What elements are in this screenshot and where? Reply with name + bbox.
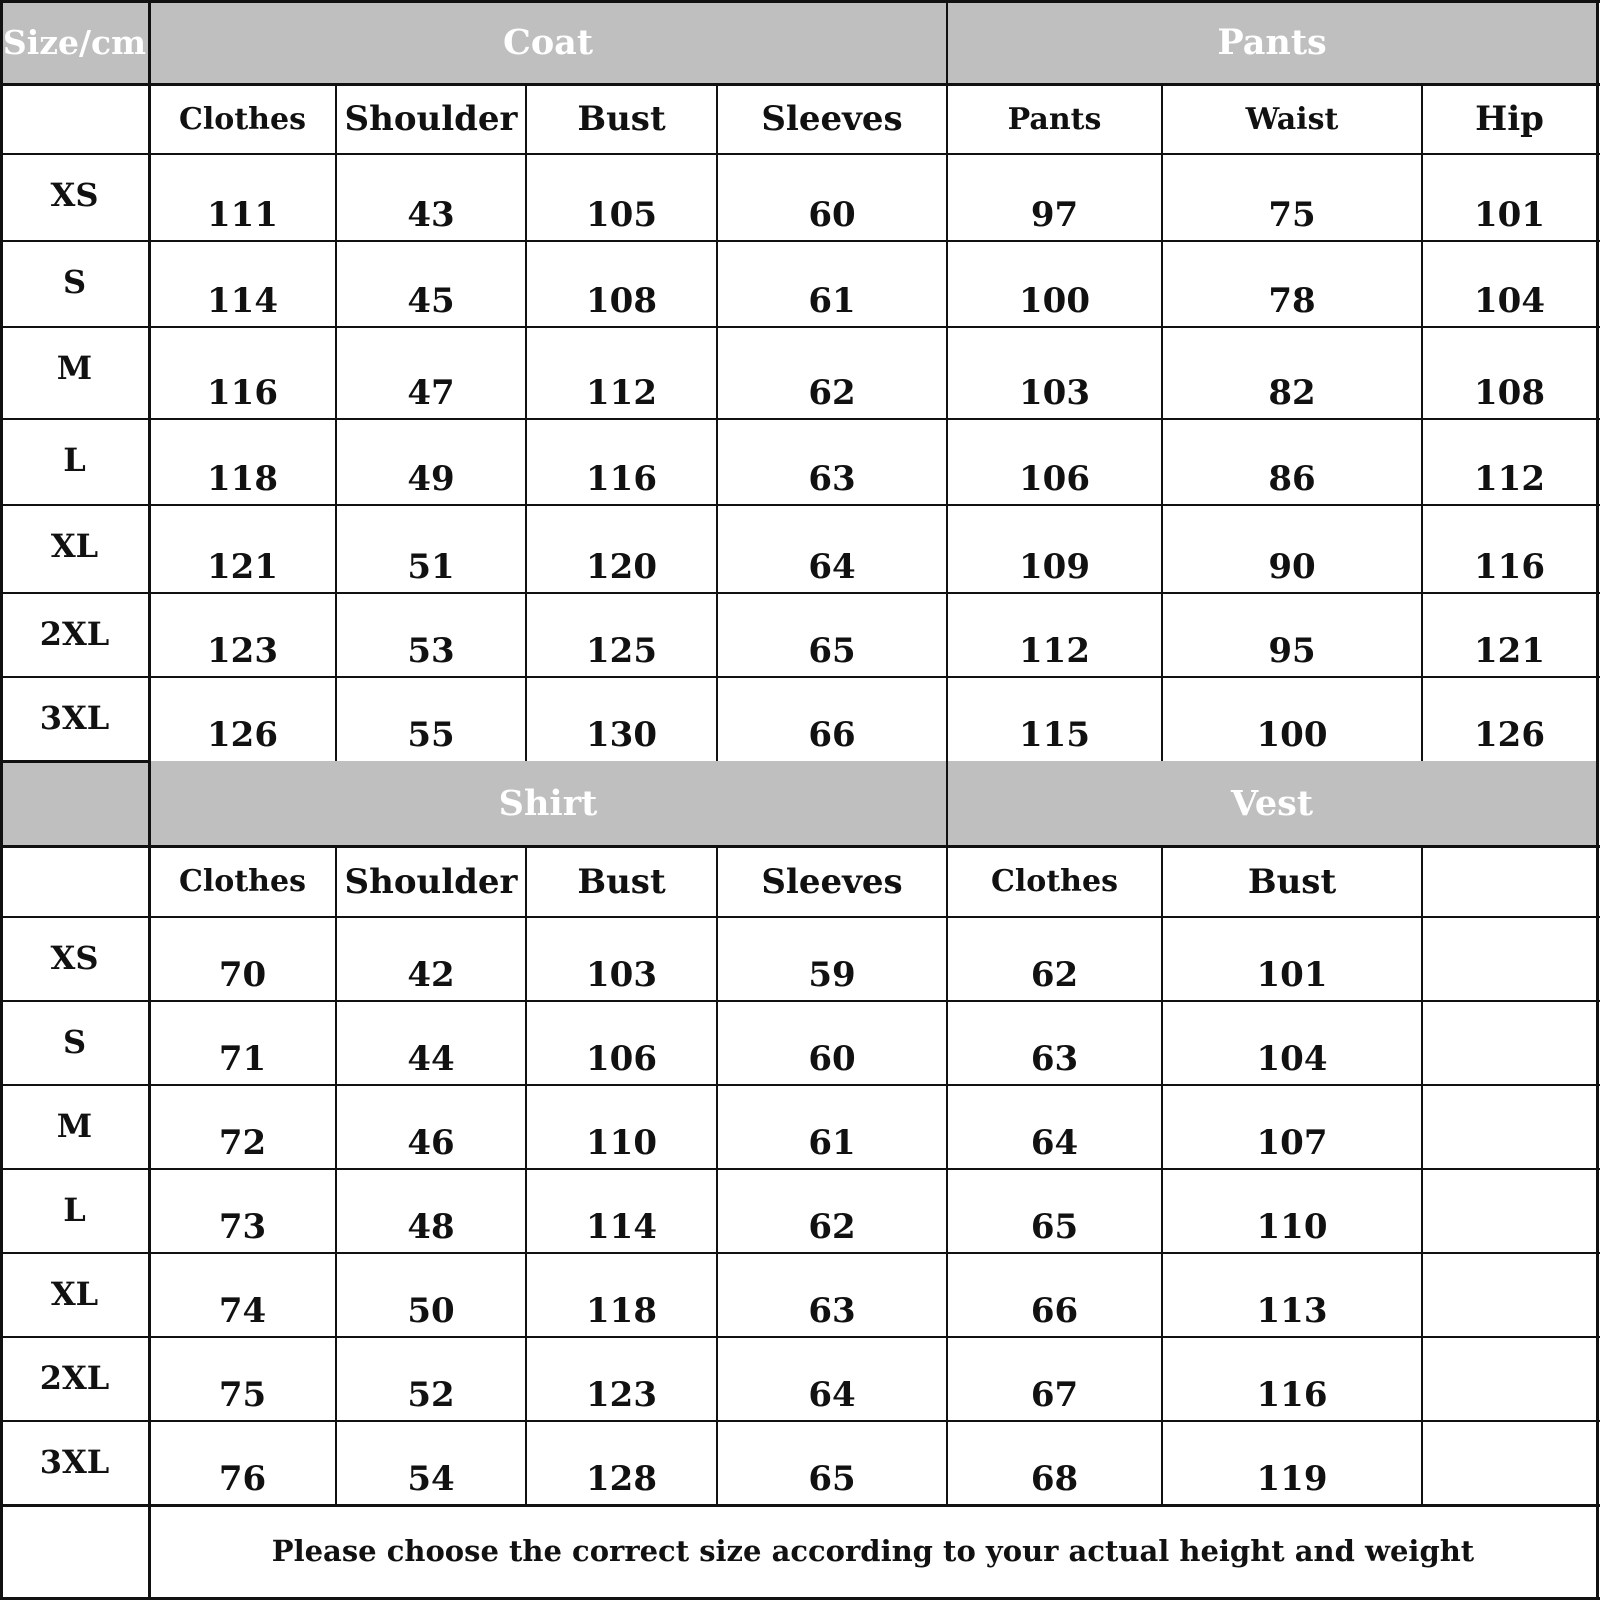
measurement-cell (1422, 917, 1597, 1001)
column-header: Hip (1475, 99, 1544, 139)
measurement-cell: 65 (1030, 1207, 1079, 1247)
size-label: M (56, 349, 93, 387)
measurement-cell: 106 (586, 1039, 657, 1079)
measurement-cell: 46 (407, 1123, 455, 1163)
column-header: Pants (1007, 101, 1102, 137)
measurement-cell: 118 (586, 1291, 657, 1331)
measurement-cell (1422, 1001, 1597, 1085)
size-label: L (63, 441, 86, 479)
measurement-cell: 71 (218, 1039, 267, 1079)
group-header: Pants (947, 0, 1597, 84)
grid-line-horizontal (0, 1504, 1600, 1507)
measurement-cell: 63 (1030, 1039, 1079, 1079)
measurement-cell: 61 (808, 281, 856, 321)
measurement-cell: 114 (586, 1207, 657, 1247)
grid-line-horizontal (0, 0, 1600, 3)
grid-line-horizontal (0, 326, 1600, 328)
measurement-cell: 62 (1030, 955, 1079, 995)
measurement-cell (1422, 1085, 1597, 1169)
grid-line-vertical (525, 846, 527, 1505)
measurement-cell: 60 (808, 195, 856, 235)
measurement-cell: 112 (1474, 459, 1545, 499)
grid-line-vertical (1421, 846, 1423, 1505)
measurement-cell: 73 (218, 1207, 267, 1247)
grid-line-horizontal (0, 504, 1600, 506)
size-label: XL (50, 1275, 99, 1313)
measurement-cell: 101 (1256, 955, 1328, 995)
column-header: Bust (577, 861, 666, 902)
measurement-cell: 47 (407, 373, 455, 413)
size-label: XL (50, 527, 99, 565)
grid-line-horizontal (0, 153, 1600, 155)
measurement-cell: 116 (1256, 1375, 1328, 1415)
measurement-cell: 128 (586, 1459, 657, 1499)
measurement-cell: 113 (1256, 1291, 1328, 1331)
column-header: Shoulder (344, 99, 518, 139)
grid-line-vertical (525, 84, 527, 761)
measurement-cell: 123 (207, 631, 278, 671)
grid-line-horizontal (0, 83, 1600, 86)
measurement-cell: 105 (586, 195, 657, 235)
measurement-cell: 54 (407, 1459, 455, 1499)
measurement-cell: 115 (1019, 715, 1090, 755)
measurement-cell (1422, 1253, 1597, 1337)
measurement-cell: 42 (407, 955, 455, 995)
grid-line-horizontal (0, 592, 1600, 594)
measurement-cell: 76 (218, 1459, 267, 1499)
measurement-cell: 118 (207, 459, 278, 499)
measurement-cell: 52 (407, 1375, 455, 1415)
column-header: Waist (1245, 101, 1339, 137)
measurement-cell: 116 (586, 459, 657, 499)
grid-line-horizontal (0, 1420, 1600, 1422)
measurement-cell: 64 (808, 1375, 856, 1415)
measurement-cell: 82 (1268, 373, 1316, 413)
measurement-cell: 68 (1030, 1459, 1079, 1499)
measurement-cell: 95 (1268, 631, 1316, 671)
measurement-cell (1422, 1421, 1597, 1505)
column-header: Shoulder (344, 861, 518, 902)
grid-line-horizontal (0, 418, 1600, 420)
grid-line-vertical (716, 846, 718, 1505)
grid-line-vertical (148, 0, 151, 761)
grid-line-vertical (335, 84, 337, 761)
corner-cell (0, 761, 149, 846)
group-header: Shirt (149, 761, 947, 846)
size-label: 2XL (39, 615, 110, 653)
measurement-cell: 67 (1030, 1375, 1079, 1415)
measurement-cell: 86 (1268, 459, 1316, 499)
measurement-cell: 48 (407, 1207, 455, 1247)
grid-line-horizontal (0, 1000, 1600, 1002)
measurement-cell: 53 (407, 631, 455, 671)
grid-line-horizontal (0, 676, 1600, 678)
measurement-cell: 110 (586, 1123, 657, 1163)
grid-line-horizontal (0, 1336, 1600, 1338)
size-label: 3XL (39, 1443, 110, 1481)
measurement-cell: 62 (808, 1207, 856, 1247)
size-label: XS (50, 939, 99, 977)
measurement-cell: 110 (1256, 1207, 1328, 1247)
measurement-cell: 108 (1474, 373, 1545, 413)
measurement-cell: 61 (808, 1123, 856, 1163)
column-header: Sleeves (761, 861, 903, 902)
measurement-cell: 125 (586, 631, 657, 671)
measurement-cell: 123 (586, 1375, 657, 1415)
size-label: 2XL (39, 1359, 110, 1397)
grid-line-vertical (335, 846, 337, 1505)
corner-label: Size/cm (0, 0, 149, 84)
measurement-cell: 109 (1019, 547, 1090, 587)
measurement-cell: 66 (1030, 1291, 1079, 1331)
measurement-cell: 55 (407, 715, 455, 755)
group-header: Vest (947, 761, 1597, 846)
grid-line-vertical (1161, 846, 1163, 1505)
grid-line-horizontal (0, 1168, 1600, 1170)
measurement-cell: 72 (218, 1123, 267, 1163)
measurement-cell: 114 (207, 281, 278, 321)
measurement-cell: 65 (808, 1459, 856, 1499)
measurement-cell: 121 (1474, 631, 1545, 671)
measurement-cell: 112 (1019, 631, 1090, 671)
measurement-cell: 62 (808, 373, 856, 413)
column-header: Sleeves (761, 99, 903, 139)
measurement-cell: 64 (1030, 1123, 1079, 1163)
column-header: Clothes (179, 864, 306, 899)
measurement-cell: 126 (1474, 715, 1545, 755)
measurement-cell: 63 (808, 1291, 856, 1331)
measurement-cell: 74 (218, 1291, 267, 1331)
grid-line-horizontal (0, 1252, 1600, 1254)
measurement-cell: 116 (207, 373, 278, 413)
column-header: Bust (577, 99, 666, 139)
grid-line-vertical (1161, 84, 1163, 761)
grid-line-vertical (946, 0, 948, 761)
measurement-cell (1422, 1169, 1597, 1253)
measurement-cell: 65 (808, 631, 856, 671)
header-blank-cell (0, 846, 149, 917)
grid-line-horizontal (0, 845, 1600, 848)
measurement-cell: 78 (1268, 281, 1316, 321)
grid-line-vertical (716, 84, 718, 761)
measurement-cell: 75 (218, 1375, 267, 1415)
measurement-cell: 60 (808, 1039, 856, 1079)
measurement-cell: 101 (1474, 195, 1545, 235)
measurement-cell: 130 (586, 715, 657, 755)
grid-line-horizontal (0, 916, 1600, 918)
grid-line-horizontal (0, 760, 149, 763)
measurement-cell: 44 (407, 1039, 455, 1079)
measurement-cell: 50 (407, 1291, 455, 1331)
column-header (1422, 846, 1597, 917)
grid-line-vertical (148, 1505, 151, 1597)
measurement-cell: 49 (407, 459, 455, 499)
measurement-cell: 45 (407, 281, 455, 321)
measurement-cell: 116 (1474, 547, 1545, 587)
measurement-cell: 100 (1256, 715, 1328, 755)
measurement-cell: 111 (207, 195, 278, 235)
footer-blank-cell (0, 1505, 149, 1597)
size-label: M (56, 1107, 93, 1145)
measurement-cell: 63 (808, 459, 856, 499)
measurement-cell (1422, 1337, 1597, 1421)
measurement-cell: 90 (1268, 547, 1316, 587)
size-label: XS (50, 176, 99, 214)
measurement-cell: 97 (1030, 195, 1079, 235)
measurement-cell: 119 (1256, 1459, 1328, 1499)
measurement-cell: 126 (207, 715, 278, 755)
grid-line-vertical (1421, 84, 1423, 761)
grid-line-vertical (148, 761, 151, 1505)
column-header: Bust (1247, 861, 1337, 902)
size-label: S (62, 263, 87, 301)
measurement-cell: 70 (218, 955, 267, 995)
measurement-cell: 120 (586, 547, 657, 587)
size-label: L (63, 1191, 86, 1229)
grid-line-horizontal (0, 240, 1600, 242)
column-header: Clothes (179, 101, 306, 137)
measurement-cell: 66 (808, 715, 856, 755)
measurement-cell: 75 (1268, 195, 1316, 235)
grid-line-vertical (946, 761, 948, 1505)
measurement-cell: 100 (1019, 281, 1090, 321)
measurement-cell: 104 (1474, 281, 1545, 321)
measurement-cell: 59 (808, 955, 856, 995)
grid-line-horizontal (0, 1084, 1600, 1086)
grid-line-horizontal (0, 1597, 1600, 1600)
size-label: S (62, 1023, 87, 1061)
measurement-cell: 108 (586, 281, 657, 321)
size-label: 3XL (39, 699, 110, 737)
measurement-cell: 43 (407, 195, 455, 235)
column-header: Clothes (991, 864, 1118, 899)
measurement-cell: 104 (1256, 1039, 1328, 1079)
measurement-cell: 103 (1019, 373, 1090, 413)
footer-note: Please choose the correct size according to your actual height and weight (271, 1534, 1475, 1568)
group-header: Coat (149, 0, 947, 84)
measurement-cell: 64 (808, 547, 856, 587)
measurement-cell: 112 (586, 373, 657, 413)
measurement-cell: 121 (207, 547, 278, 587)
measurement-cell: 51 (407, 547, 455, 587)
measurement-cell: 107 (1256, 1123, 1328, 1163)
measurement-cell: 106 (1019, 459, 1090, 499)
measurement-cell: 103 (586, 955, 657, 995)
header-blank-cell (0, 84, 149, 154)
